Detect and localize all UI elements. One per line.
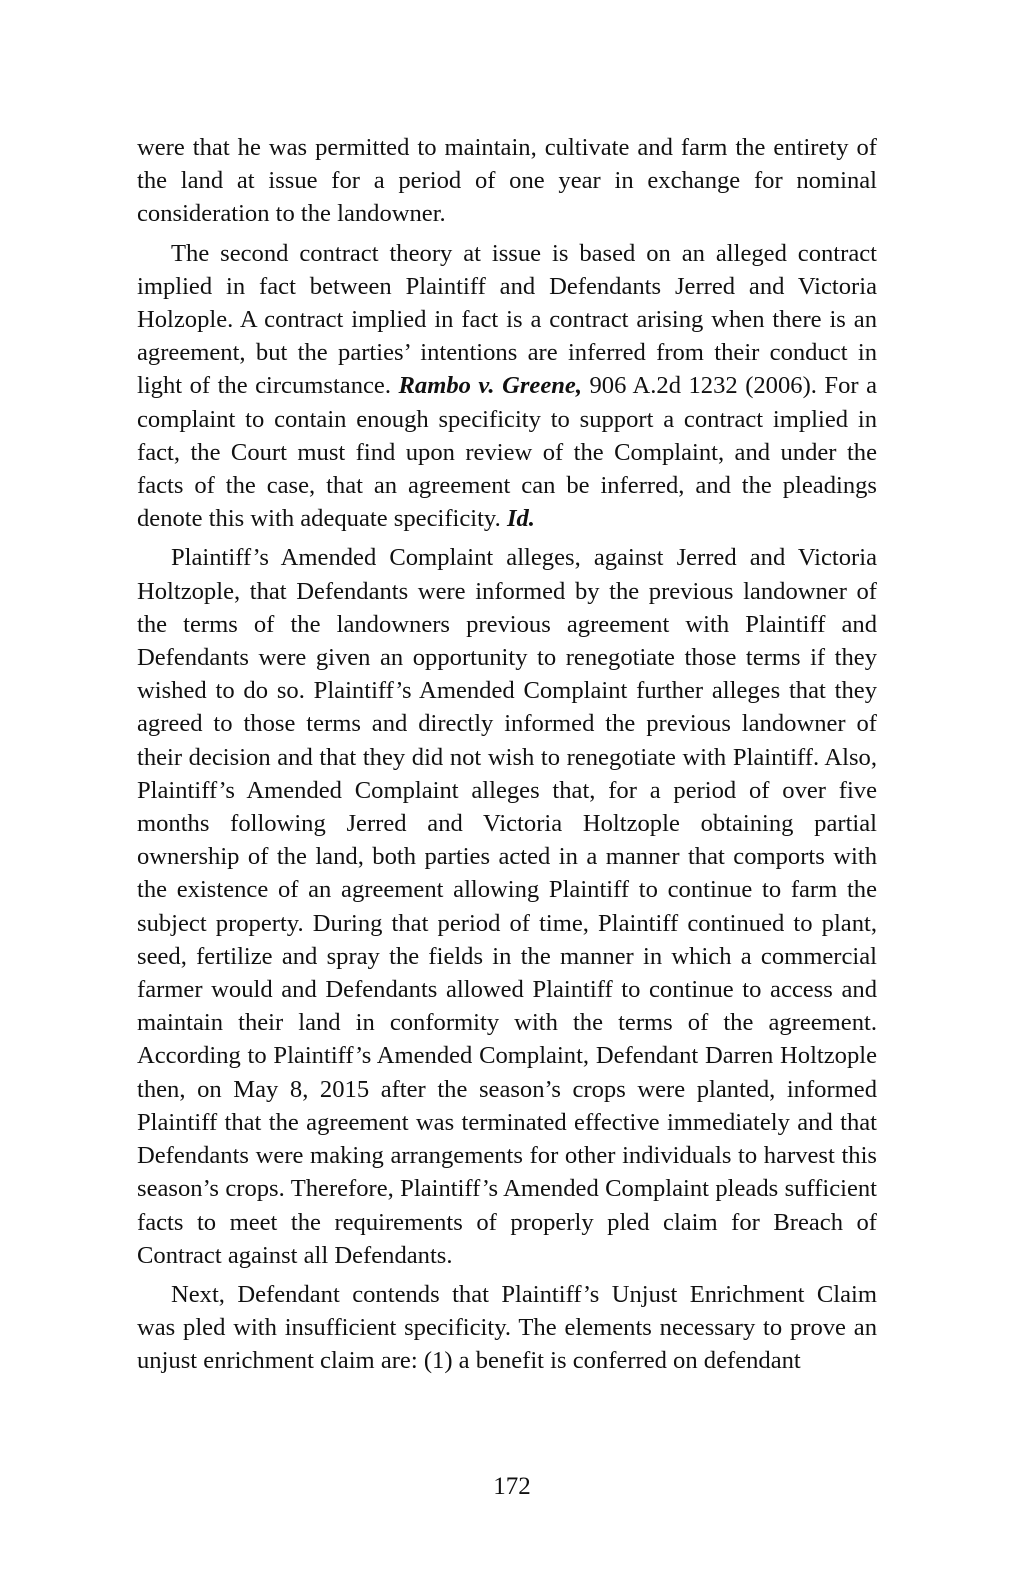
body-text (137, 131, 877, 1378)
paragraph-text: Next, Defendant contends that Plaintiff’s Unjust Enrichment Claim was pled with insufficient specificity. The elements necessary to prove an unjust enrichment claim are: (1) a benefit is conferred on defendant (137, 1280, 877, 1375)
paragraph-p1 (137, 131, 877, 231)
case-citation: Rambo v. Greene, (398, 372, 582, 400)
paragraph-p4 (137, 1278, 877, 1378)
paragraph-text: Plaintiff’s Amended Complaint alleges, against Jerred and Victoria Holtzople, that Defendants were informed by the previous landowner of the terms of the landowners previous agreement with Plaintiff and Defendants were given an opportunity to renegotiate those terms if they wished to do so. Plaintiff’s Amended Complaint further alleges that they agreed to those terms and directly informed the previous landowner of their decision and that they did not wish to renegotiate with Plaintiff. Also, Plaintiff’s Amended Complaint alleges that, for a period of over five months following Jerred and Victoria Holtzople obtaining partial ownership of the land, both parties acted in a manner that comports with the existence of an agreement allowing Plaintiff to continue to farm the subject property. During that period of time, Plaintiff continued to plant, seed, fertilize and spray the fields in the manner in which a commercial farmer would and Defendants allowed Plaintiff to continue to access and maintain their land in conformity with the terms of the agreement. According to Plaintiff’s Amended Complaint, Defendant Darren Holtzople then, on May 8, 2015 after the season’s crops were planted, informed Plaintiff that the agreement was terminated effective immediately and that Defendants were making arrangements for other individuals to harvest this season’s crops. Therefore, Plaintiff’s Amended Complaint pleads sufficient facts to meet the requirements of properly pled claim for Breach of Contract against all Defendants. (137, 544, 877, 1269)
case-citation: Id. (506, 505, 535, 533)
paragraph-p2 (137, 237, 877, 536)
page-number: 172 (493, 1473, 531, 1500)
paragraph-text: 906 A.2d 1232 (2006). For a complaint to contain enough specificity to support a contract implied in fact, the Court must find upon review of the Complaint, and under the facts of the case, that an agreement can be inferred, and the pleadings denote this with adequate specificity. (137, 372, 877, 533)
paragraph-text: were that he was permitted to maintain, cultivate and farm the entirety of the land at issue for a period of one year in exchange for nominal consideration to the landowner. (137, 134, 877, 228)
paragraph-p3 (137, 541, 877, 1271)
paragraph-text: The second contract theory at issue is based on an alleged contract implied in fact between Plaintiff and Defendants Jerred and Victoria Holzople. A contract implied in fact is a contract arising when there is an agreement, but the parties’ intentions are inferred from their conduct in light of the circumstance. (137, 239, 877, 400)
